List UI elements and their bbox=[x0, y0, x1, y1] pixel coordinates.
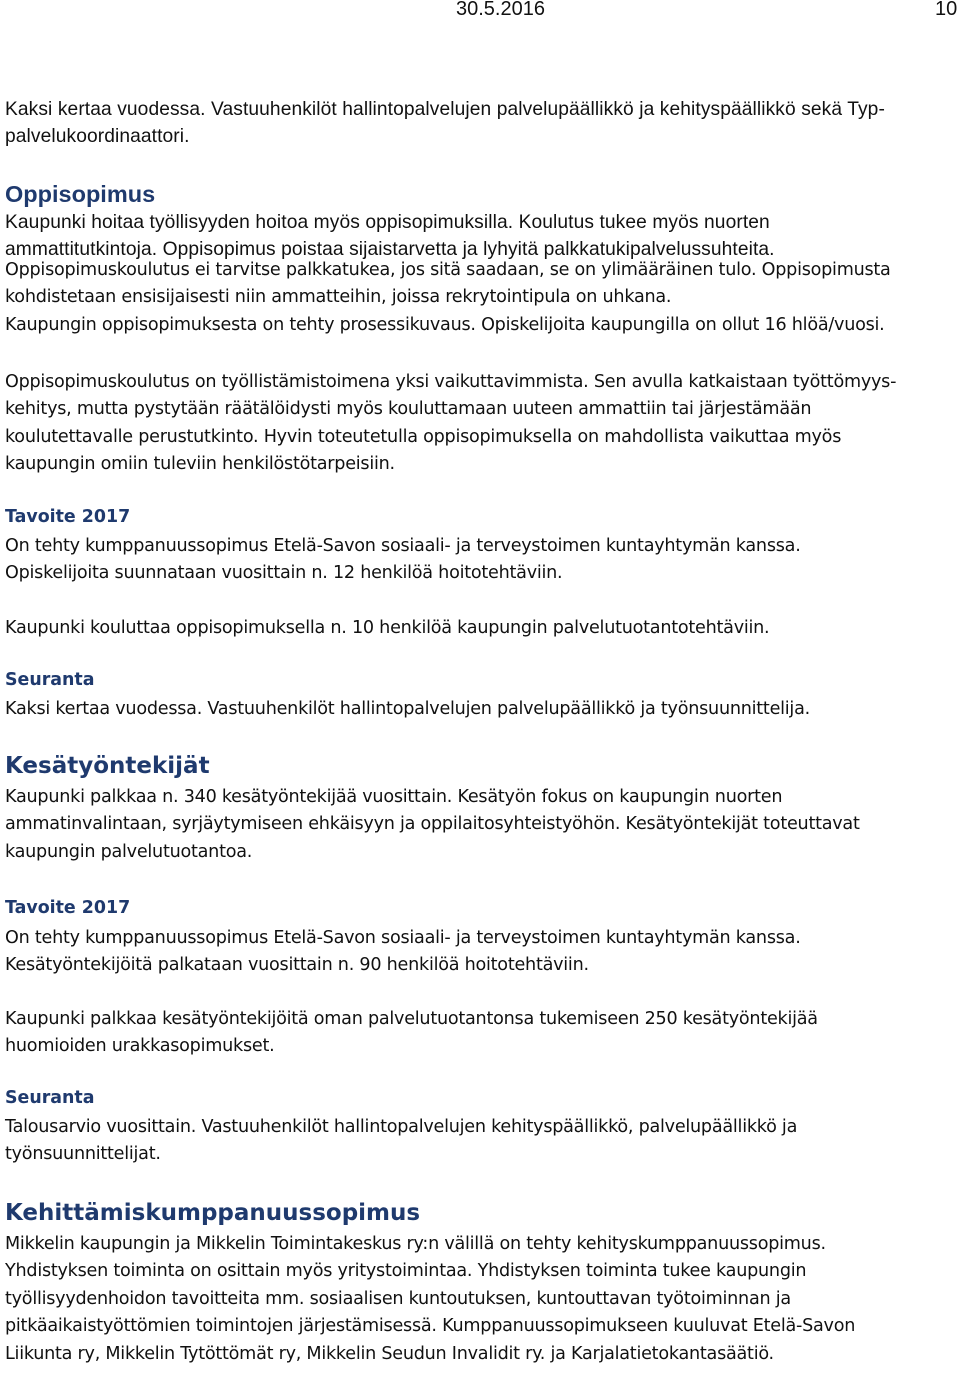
text-line: kaupungin omiin tuleviin henkilöstötarpeisiin. bbox=[5, 454, 395, 475]
text-line: kaupungin palvelutuotantoa. bbox=[5, 841, 253, 862]
header-date: 30.5.2016 bbox=[456, 0, 545, 20]
text-line: pitkäaikaistyöttömien toimintojen järjestämisessä. Kumppanuussopimukseen kuuluvat Etelä-Savon bbox=[5, 1316, 856, 1337]
oppisopimus-paragraph-3 bbox=[5, 369, 896, 479]
text-line: huomioiden urakkasopimukset. bbox=[5, 1036, 275, 1057]
kehittamis-paragraph bbox=[5, 1231, 855, 1368]
oppisopimus-follow-text: Kaksi kertaa vuodessa. Vastuuhenkilöt hallintopalvelujen palvelupäällikkö ja työnsuunnittelija. bbox=[5, 699, 810, 719]
oppisopimus-goal-extra: Kaupunki kouluttaa oppisopimuksella n. 10 henkilöä kaupungin palvelutuotantotehtäviin. bbox=[5, 618, 770, 638]
oppisopimus-heading: Oppisopimus bbox=[5, 181, 156, 207]
text-line: On tehty kumppanuussopimus Etelä-Savon sosiaali- ja terveystoimen kuntayhtymän kanssa. bbox=[5, 536, 801, 556]
text-line: Oppisopimuskoulutus on työllistämistoimena yksi vaikuttavimmista. Sen avulla katkaistaan työttömyys- bbox=[5, 372, 897, 392]
text-line: kehitys, mutta pystytään räätälöidysti myös kouluttamaan uuteen ammattiin tai järjestämään bbox=[5, 399, 812, 420]
kesatyontekijat-goal-extra bbox=[5, 1006, 818, 1061]
text-line: koulutettavalle perustutkinto. Hyvin toteutetulla oppisopimuksella on mahdollista vaikuttaa myös bbox=[5, 426, 842, 447]
header-page-number: 10 bbox=[935, 0, 958, 20]
kesatyontekijat-paragraph bbox=[5, 784, 860, 866]
text-line: kohdistetaan ensisijaisesti niin ammatteihin, joissa rekrytointipula on uhkana. bbox=[5, 287, 672, 308]
oppisopimus-follow-heading: Seuranta bbox=[5, 670, 95, 690]
text-line: Kaksi kertaa vuodessa. Vastuuhenkilöt hallintopalvelujen palvelupäällikkö ja kehityspäällikkö sekä Typ- bbox=[5, 99, 885, 120]
kesatyontekijat-goal-heading: Tavoite 2017 bbox=[5, 898, 131, 918]
text-line: Opiskelijoita suunnataan vuosittain n. 12 henkilöä hoitotehtäviin. bbox=[5, 563, 563, 584]
intro-paragraph bbox=[5, 96, 885, 151]
kesatyontekijat-follow-heading: Seuranta bbox=[5, 1088, 95, 1108]
kesatyontekijat-goal-text bbox=[5, 925, 801, 980]
oppisopimus-paragraph-2 bbox=[5, 257, 891, 339]
text-line: Talousarvio vuosittain. Vastuuhenkilöt hallintopalvelujen kehityspäällikkö, palvelupäällikkö ja bbox=[5, 1117, 798, 1137]
text-line: palvelukoordinaattori. bbox=[5, 126, 190, 148]
text-line: Kaupunki hoitaa työllisyyden hoitoa myös oppisopimuksilla. Koulutus tukee myös nuorten bbox=[5, 212, 770, 233]
text-line: työllisyydenhoidon tavoitteita mm. sosiaalisen kuntoutuksen, kuntouttavan työtoiminnan ja bbox=[5, 1288, 791, 1309]
kesatyontekijat-follow-text bbox=[5, 1114, 797, 1169]
text-line: On tehty kumppanuussopimus Etelä-Savon sosiaali- ja terveystoimen kuntayhtymän kanssa. bbox=[5, 928, 801, 948]
text-line: työnsuunnittelijat. bbox=[5, 1144, 161, 1165]
text-line: Mikkelin kaupungin ja Mikkelin Toimintakeskus ry:n välillä on tehty kehityskumppanuussopimus. bbox=[5, 1234, 826, 1254]
text-line: Liikunta ry, Mikkelin Tytöttömät ry, Mikkelin Seudun Invalidit ry. ja Karjalatietokantasäätiö. bbox=[5, 1343, 774, 1364]
text-line: Oppisopimuskoulutus ei tarvitse palkkatukea, jos sitä saadaan, se on ylimääräinen tulo. Oppisopimusta bbox=[5, 260, 891, 280]
text-line: Yhdistyksen toiminta on osittain myös yritystoimintaa. Yhdistyksen toiminta tukee kaupungin bbox=[5, 1261, 807, 1282]
kehittamis-heading: Kehittämiskumppanuussopimus bbox=[5, 1200, 421, 1226]
text-line: ammattitutkintoja. Oppisopimus poistaa sijaistarvetta ja lyhyitä palkkatukipalvelussuhteita. bbox=[5, 239, 775, 261]
text-line: Kaupungin oppisopimuksesta on tehty prosessikuvaus. Opiskelijoita kaupungilla on ollut 16 hlöä/vuosi. bbox=[5, 314, 885, 335]
text-line: ammatinvalintaan, syrjäytymiseen ehkäisyyn ja oppilaitosyhteistyöhön. Kesätyöntekijät toteuttavat bbox=[5, 814, 860, 835]
oppisopimus-goal-heading: Tavoite 2017 bbox=[5, 507, 131, 527]
text-line: Kaupunki palkkaa kesätyöntekijöitä oman palvelutuotantonsa tukemiseen 250 kesätyöntekijää bbox=[5, 1009, 818, 1029]
oppisopimus-paragraph-1 bbox=[5, 209, 775, 264]
text-line: Kesätyöntekijöitä palkataan vuosittain n. 90 henkilöä hoitotehtäviin. bbox=[5, 955, 589, 976]
page-header bbox=[0, 0, 960, 24]
text-line: Kaupunki palkkaa n. 340 kesätyöntekijää vuosittain. Kesätyön fokus on kaupungin nuorten bbox=[5, 787, 783, 807]
kesatyontekijat-heading: Kesätyöntekijät bbox=[5, 753, 210, 779]
oppisopimus-goal-text bbox=[5, 533, 801, 588]
